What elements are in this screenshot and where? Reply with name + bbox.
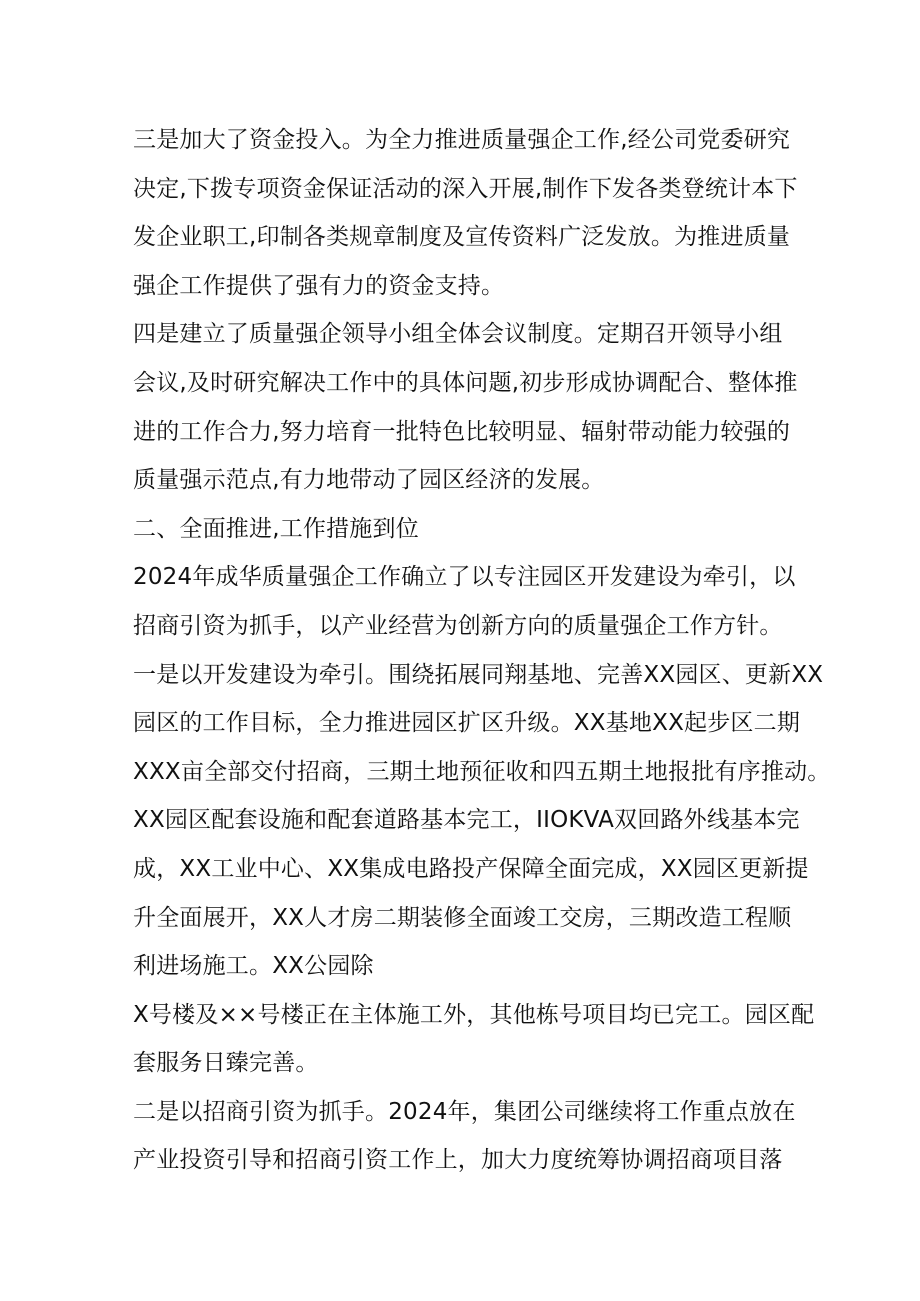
section-heading: 二、全面推进,工作措施到位: [133, 515, 419, 542]
text-line: XX园区配套设施和配套道路基本完工，IIOKVA双回路外线基本完: [133, 807, 800, 834]
text-line: XXX亩全部交付招商，三期土地预征收和四五期土地报批有序推动。: [133, 758, 831, 785]
text-line: 进的工作合力,努力培育一批特色比较明显、辐射带动能力较强的: [133, 418, 791, 445]
text-line: 四是建立了质量强企领导小组全体会议制度。定期召开领导小组: [133, 321, 783, 348]
text-line: X号楼及××号楼正在主体施工外，其他栋号项目均已完工。园区配: [133, 1001, 815, 1028]
text-line: 二是以招商引资为抓手。2024年，集团公司继续将工作重点放在: [133, 1098, 796, 1125]
text-line: 园区的工作目标，全力推进园区扩区升级。XX基地XX起步区二期: [133, 710, 801, 737]
text-line: 产业投资引导和招商引资工作上，加大力度统筹协调招商项目落: [133, 1147, 783, 1174]
text-line: 三是加大了资金投入。为全力推进质量强企工作,经公司党委研究: [133, 127, 791, 153]
text-line: 一是以开发建设为牵引。围绕拓展同翔基地、完善XX园区、更新XX: [133, 661, 824, 688]
text-line: 质量强示范点,有力地带动了园区经济的发展。: [133, 467, 605, 494]
text-line: 成，XX工业中心、XX集成电路投产保障全面完成，XX园区更新提: [133, 855, 809, 882]
text-line: 强企工作提供了强有力的资金支持。: [133, 272, 505, 299]
document-body: [133, 116, 831, 1185]
text-line: 会议,及时研究解决工作中的具体问题,初步形成协调配合、整体推: [133, 369, 798, 396]
text-line: 招商引资为抓手，以产业经营为创新方向的质量强企工作方针。: [133, 612, 783, 639]
text-line: 利进场施工。XX公园除: [133, 953, 374, 980]
text-line: 套服务日臻完善。: [133, 1050, 319, 1077]
text-line: 决定,下拨专项资金保证活动的深入开展,制作下发各类登统计本下: [133, 175, 798, 202]
text-line: 升全面展开，XX人才房二期装修全面竣工交房，三期改造工程顺: [133, 904, 792, 931]
text-line: 发企业职工,印制各类规章制度及宣传资料广泛发放。为推进质量: [133, 224, 791, 251]
text-line: 2024年成华质量强企工作确立了以专注园区开发建设为牵引，以: [133, 564, 796, 591]
